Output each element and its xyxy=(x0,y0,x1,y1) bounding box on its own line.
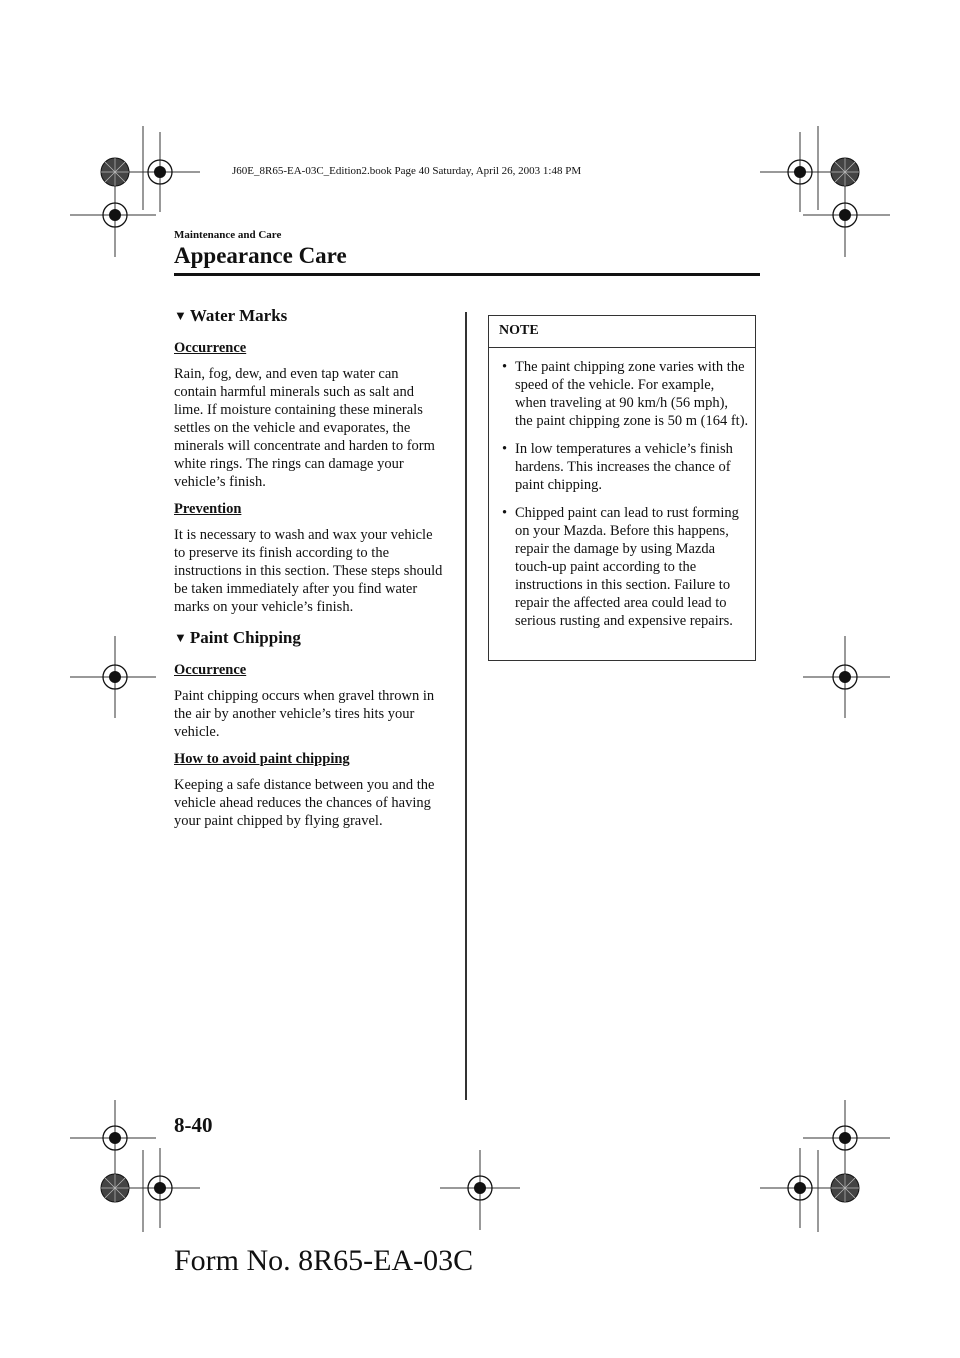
note-item-text: Chipped paint can lead to rust forming on your Mazda. Before this happens, repair the damage by using Mazda touch-up paint according to the instructions in this section. Failure to repair the affected area could lead to serious rusting and expensive repairs. xyxy=(515,505,739,629)
water-marks-occurrence-label: Occurrence xyxy=(174,340,247,356)
form-number: Form No. 8R65-EA-03C xyxy=(174,1244,474,1277)
triangle-down-icon: ▼ xyxy=(174,308,187,323)
paint-chipping-heading xyxy=(174,628,444,648)
water-marks-occurrence-text: Rain, fog, dew, and even tap water can contain harmful minerals such as salt and lime. If moisture containing these minerals settles on the vehicle and evaporates, the minerals will concentrate and harden to form white rings. The rings can damage your vehicle’s finish. xyxy=(174,366,435,490)
bullet-icon: • xyxy=(502,441,508,457)
page-title: Appearance Care xyxy=(174,243,347,268)
avoid-paint-chipping-text: Keeping a safe distance between you and the vehicle ahead reduces the chances of having your paint chipped by flying gravel. xyxy=(174,777,435,829)
water-marks-prevention-text: It is necessary to wash and wax your vehicle to preserve its finish according to the instructions in this section. These steps should be taken immediately after you find water marks on your vehicle’s finish. xyxy=(174,527,443,615)
paint-chipping-occurrence-text: Paint chipping occurs when gravel thrown in the air by another vehicle’s tires hits your vehicle. xyxy=(174,688,435,740)
note-item xyxy=(489,358,749,430)
note-item xyxy=(489,440,749,494)
paint-chipping-occurrence-label: Occurrence xyxy=(174,662,247,678)
avoid-paint-chipping-label: How to avoid paint chipping xyxy=(174,751,350,767)
water-marks-heading xyxy=(174,306,444,326)
note-list xyxy=(489,348,755,630)
page-number: 8-40 xyxy=(174,1113,213,1137)
note-box xyxy=(488,315,756,661)
title-rule xyxy=(174,273,760,276)
note-item xyxy=(489,504,749,630)
triangle-down-icon: ▼ xyxy=(174,630,187,645)
note-item-text: In low temperatures a vehicle’s finish hardens. This increases the chance of paint chipping. xyxy=(515,441,733,493)
water-marks-heading-text: Water Marks xyxy=(189,306,288,325)
note-item-text: The paint chipping zone varies with the speed of the vehicle. For example, when traveling at 90 km/h (56 mph), the paint chipping zone is 50 m (164 ft). xyxy=(515,359,749,429)
bullet-icon: • xyxy=(502,359,508,375)
book-file-line: J60E_8R65-EA-03C_Edition2.book Page 40 Saturday, April 26, 2003 1:48 PM xyxy=(232,165,582,177)
note-heading: NOTE xyxy=(489,316,755,348)
water-marks-prevention-label: Prevention xyxy=(174,501,242,517)
paint-chipping-heading-text: Paint Chipping xyxy=(189,628,301,647)
left-column xyxy=(174,306,444,840)
section-label: Maintenance and Care xyxy=(174,229,282,241)
bullet-icon: • xyxy=(502,505,508,521)
column-divider xyxy=(465,312,467,1100)
